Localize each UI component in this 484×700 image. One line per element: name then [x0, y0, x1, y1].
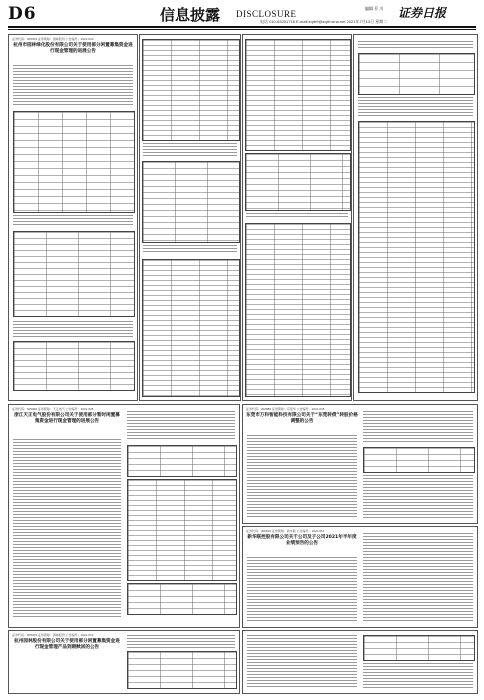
body-text: [13, 439, 121, 619]
announcement-panel-mid-right-2: [242, 526, 478, 628]
data-table: [127, 479, 237, 581]
announcement-title: 杭州园林股份有限公司关于使用部分闲置募集资金进行现金管理产品到期赎回的公告: [14, 639, 120, 650]
announcement-meta: 证券代码：000620 证券简称：新华联 公告编号：2021-061: [246, 529, 325, 533]
data-table: [358, 121, 475, 393]
body-text: [363, 533, 473, 623]
data-table: [358, 53, 475, 95]
body-text: [247, 557, 357, 623]
data-table: [142, 259, 240, 397]
data-table: [127, 583, 237, 615]
announcement-title: 杭州市园林绿化股份有限公司关于使用部分闲置募集资金进行现金管理的进展公告: [13, 43, 133, 54]
data-table: [142, 161, 240, 243]
data-table: [13, 111, 135, 213]
brand-logo: 证券日报: [398, 6, 447, 20]
body-text: [358, 97, 473, 118]
body-text: [247, 435, 357, 519]
data-table: [245, 153, 351, 211]
data-table: [127, 445, 237, 477]
announcement-panel-bottom-right: [242, 630, 478, 694]
announcement-panel-top-center: [139, 34, 241, 401]
data-table: [142, 39, 240, 141]
announcement-panel-top-right-center: [242, 34, 352, 401]
data-table: [13, 231, 135, 317]
body-text: [363, 663, 473, 690]
body-text: [143, 245, 237, 254]
editor-line: 编辑 乔 川: [365, 6, 384, 11]
data-table: [363, 447, 475, 473]
announcement-panel-mid-left: [8, 404, 240, 628]
announcement-title: 新华联控股有限公司关于公司及子公司2021年半年度业绩预告的公告: [247, 535, 357, 546]
data-table: [127, 651, 237, 689]
data-table: [245, 39, 351, 151]
section-subtitle: DISCLOSURE: [236, 9, 297, 19]
body-text: [143, 143, 237, 158]
header-rule: [8, 26, 476, 28]
body-text: [13, 321, 133, 339]
section-title: 信息披露: [160, 6, 221, 24]
page-number: D6: [8, 4, 37, 24]
body-text: [246, 213, 348, 219]
data-table: [13, 341, 135, 391]
data-table: [363, 635, 475, 661]
announcement-meta: 证券代码：002885 证券简称：京泉华 公告编号：2021-045: [246, 407, 325, 411]
body-text: [127, 411, 235, 441]
announcement-meta: 证券代码：605066 证券简称：天正电气 公告编号：2021-035: [12, 407, 94, 411]
body-text: [127, 635, 235, 650]
announcement-title: 浙江天正电气股份有限公司关于使用部分暂时闲置募集资金进行现金管理的进展公告: [14, 413, 120, 424]
announcement-meta: 证券代码：605303 证券简称：园林股份 公告编号：2021-032: [12, 37, 94, 41]
body-text: [13, 215, 133, 227]
announcement-panel-top-right: [353, 34, 478, 401]
announcement-panel-mid-right-1: [242, 404, 478, 524]
body-text: [247, 635, 357, 689]
header-meta: 电话 010-83251716 E-mail:zqrb9@zqrb.sina.net 2021年7月13日 星期二: [260, 19, 388, 24]
announcement-title: 东莞市万科智能科技有限公司关于“东莞转债”转股价格调整的公告: [246, 413, 358, 424]
header-rule-thin: [8, 29, 476, 30]
data-table: [245, 223, 351, 397]
announcement-panel-bottom-left: [8, 630, 240, 694]
body-text: [363, 411, 473, 444]
announcement-meta: 证券代码：605303 证券简称：园林股份 公告编号：2021-033: [12, 633, 94, 637]
announcement-panel-top-left: [8, 34, 138, 401]
body-text: [358, 41, 473, 50]
body-text: [363, 475, 473, 520]
body-text: [13, 65, 133, 107]
